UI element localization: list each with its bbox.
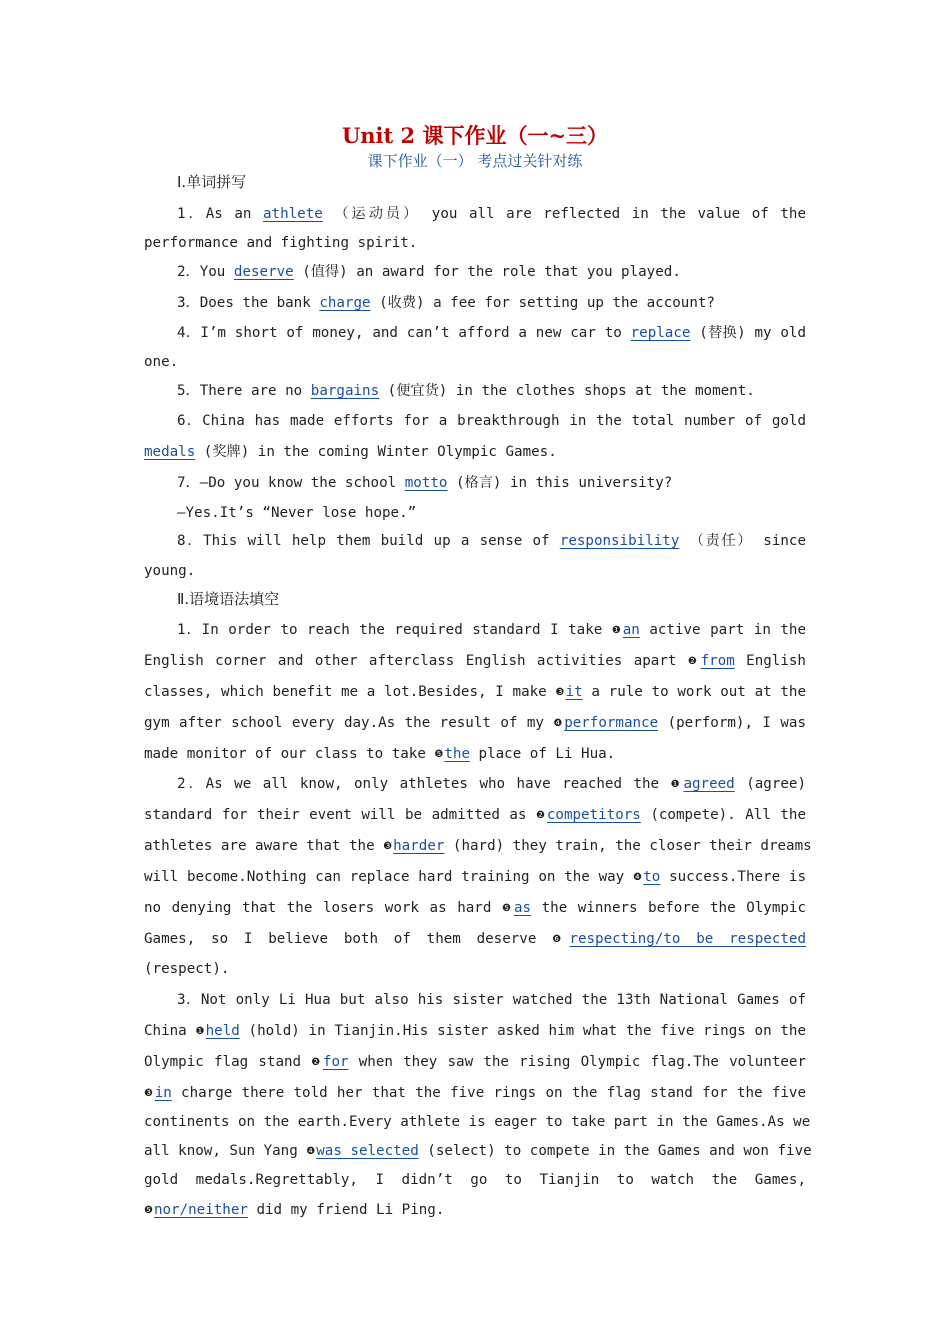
blank-number-marker: ❺ [434,749,444,760]
answer-blank: athlete [262,206,323,222]
answer-blank: harder [393,838,445,854]
text-line [177,531,806,551]
text-line [177,503,806,523]
text-line [144,651,806,672]
answer-blank: as [513,900,532,916]
line-text: (便宜货) in the clothes shops at the moment. [379,383,755,399]
line-text: place of Li Hua. [470,746,616,762]
answer-blank: agreed [683,776,735,792]
blank-number-marker: ❹ [553,718,564,729]
answer-blank: to [643,869,661,885]
line-text: 5．There are no [177,383,311,399]
text-line [144,867,806,888]
line-text: 8．This will help them build up a sense of [177,533,560,549]
blank-number-marker: ❺ [501,903,513,914]
text-line [144,1021,806,1042]
line-text: Olympic flag stand [144,1054,312,1070]
line-text: performance and fighting spirit. [144,235,418,251]
line-text: 4．I’m short of money, and can’t afford a new car to [177,325,631,341]
line-text: continents on the earth.Every athlete is eager to take part in the Games.As we [144,1114,811,1130]
line-text: young. [144,563,196,579]
answer-blank: was selected [316,1143,419,1159]
section-heading: Ⅰ.单词拼写 [177,173,247,191]
answer-blank: respecting/to be respected [569,931,806,947]
text-line [144,929,806,950]
line-text: (值得) an award for the role that you played. [293,264,681,280]
line-text: gym after school every day.As the result of my [144,715,554,731]
line-text: 3．Does the bank [177,295,320,311]
text-line [144,713,806,734]
line-text: will become.Nothing can replace hard training on the way [144,869,634,885]
text-line [144,959,806,979]
blank-number-marker: ❹ [306,1146,316,1157]
line-text: a rule to work out at the [582,684,806,700]
text-line [144,682,806,703]
line-text: 2．You [177,264,234,280]
text-line [177,473,806,493]
line-text: (perform), I was [658,715,806,731]
answer-blank: it [565,684,583,700]
line-text: (hard) they train, the closer their dreams [444,838,812,854]
line-text: made monitor of our class to take [144,746,435,762]
line-text: active part in the [639,622,806,638]
line-text: one. [144,354,179,370]
line-text: did my friend Li Ping. [247,1202,445,1218]
blank-number-marker: ❶ [670,779,683,790]
line-text: —Yes.It’s “Never lose hope.” [177,505,417,521]
text-line [144,1112,811,1132]
answer-blank: performance [564,715,659,731]
line-text: (收费) a fee for setting up the account? [370,295,715,311]
text-line [177,323,806,343]
line-text: English corner and other afterclass English activities apart [144,653,688,669]
text-line [177,262,806,282]
text-line [177,381,806,401]
text-line [144,836,812,857]
text-line [177,293,806,313]
text-line [177,990,806,1010]
line-text: gold medals.Regrettably, I didn’t go to Tianjin to watch the Games, [144,1172,806,1188]
answer-blank: for [322,1054,349,1070]
line-text: (替换) my old [690,325,806,341]
unit-title: Unit 2 课下作业（一~三） [341,123,609,148]
text-line [144,1083,806,1104]
blank-number-marker: ❶ [611,625,622,636]
answer-blank: held [205,1023,240,1039]
answer-blank: replace [630,325,691,341]
answer-blank: the [444,746,471,762]
answer-blank: bargains [310,383,380,399]
line-text: 1．In order to reach the required standard I take [177,622,612,638]
text-line [144,1170,806,1190]
blank-number-marker: ❷ [687,656,700,667]
answer-blank: motto [404,475,448,491]
line-text: 3．Not only Li Hua but also his sister watched the 13th National Games of [177,992,806,1008]
answer-blank: in [154,1085,172,1101]
line-text: (compete). All the [640,807,806,823]
line-text: 6．China has made efforts for a breakthrough in the total number of gold [177,413,806,429]
text-line [144,1052,806,1073]
line-text: success.There is [660,869,806,885]
text-line [144,352,806,372]
blank-number-marker: ❸ [144,1088,154,1099]
section-heading: Ⅱ.语境语法填空 [177,590,280,608]
answer-blank: an [622,622,640,638]
blank-number-marker: ❹ [633,872,643,883]
answer-blank: medals [144,444,196,460]
line-text: (hold) in Tianjin.His sister asked him what the five rings on the [239,1023,807,1039]
blank-number-marker: ❸ [383,841,393,852]
line-text: （责任） since [679,533,806,549]
text-line [177,620,806,641]
line-text: (respect). [144,961,230,977]
answer-blank: charge [319,295,371,311]
line-text: （运动员） you all are reflected in the value of the [322,206,806,222]
line-text: 1．As an [177,206,263,222]
line-text: the winners before the Olympic [531,900,806,916]
answer-blank: nor/neither [153,1202,248,1218]
line-text: classes, which benefit me a lot.Besides, I make [144,684,556,700]
line-text: Games, so I believe both of them deserve [144,931,553,947]
line-text: when they saw the rising Olympic flag.The volunteer [348,1054,807,1070]
line-text: standard for their event will be admitted as [144,807,536,823]
text-line [144,744,806,765]
text-line [144,898,806,919]
line-text: China [144,1023,196,1039]
text-line [144,233,806,253]
homework-subtitle: 课下作业（一） 考点过关针对练 [367,152,583,170]
text-line [144,561,806,581]
blank-number-marker: ❻ [552,934,569,945]
blank-number-marker: ❺ [144,1205,153,1216]
blank-number-marker: ❷ [535,810,546,821]
answer-blank: from [700,653,735,669]
line-text: English [734,653,806,669]
answer-blank: deserve [233,264,294,280]
answer-blank: responsibility [559,533,680,549]
line-text: all know, Sun Yang [144,1143,307,1159]
text-line [177,204,806,224]
line-text: charge there told her that the five rings on the flag stand for the five [171,1085,806,1101]
text-line [177,411,806,431]
line-text: (格言) in this university? [447,475,673,491]
text-line [144,805,806,826]
blank-number-marker: ❷ [311,1057,322,1068]
line-text: 7．—Do you know the school [177,475,405,491]
answer-blank: competitors [546,807,641,823]
text-line [144,1141,812,1162]
line-text: athletes are aware that the [144,838,384,854]
blank-number-marker: ❸ [555,687,565,698]
line-text: no denying that the losers work as hard [144,900,502,916]
line-text: 2．As we all know, only athletes who have reached the [177,776,671,792]
line-text: (奖牌) in the coming Winter Olympic Games. [195,444,557,460]
text-line [144,442,806,462]
line-text: (select) to compete in the Games and won five [418,1143,812,1159]
text-line [177,774,806,795]
blank-number-marker: ❶ [195,1026,205,1037]
line-text: (agree) [734,776,806,792]
text-line [144,1200,806,1221]
